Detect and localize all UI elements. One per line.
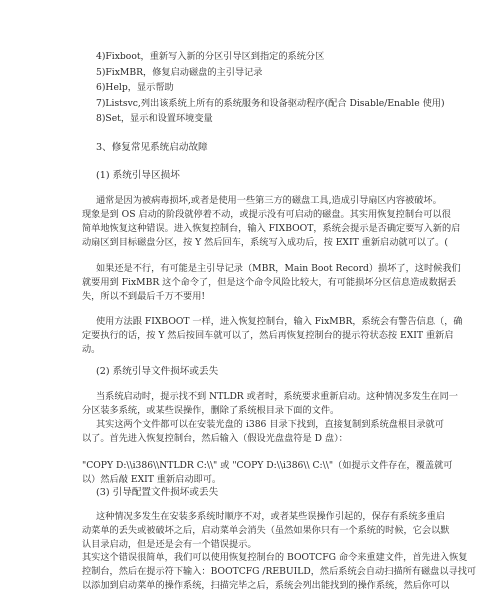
paragraph-line: 如果还是不行，有可能是主引导记录（MBR，Main Boot Record）损坏了，这时候我们 xyxy=(96,263,461,274)
paragraph-line: 以了。首先进入恢复控制台，然后输入（假设光盘盘符是 D 盘）： xyxy=(82,433,348,444)
section-title: 3、修复常见系统启动故障 xyxy=(96,142,208,153)
command-help: 6)Help，显示帮助 xyxy=(96,82,174,93)
paragraph-line: 定要执行的话，按 Y 然后按回车就可以了，然后再恢复控制台的提示符状态按 EXIT 重新启 xyxy=(82,330,454,341)
paragraph-line: 使用方法跟 FIXBOOT 一样，进入恢复控制台，输入 FixMBR，系统会有警告信息（，确 xyxy=(96,316,463,327)
paragraph-line: 动。 xyxy=(82,344,101,355)
paragraph-line: "COPY D:\\i386\\NTLDR C:\\" 或 "COPY D:\\i386\\ C:\\"（如提示文件存在，覆盖就可 xyxy=(82,460,453,471)
paragraph-line: 现象是到 OS 启动的阶段就停着不动，或提示没有可启动的磁盘。其实用恢复控制台可以很 xyxy=(82,209,451,220)
paragraph-line: 其实这个错误很简单，我们可以使用恢复控制台的 BOOTCFG 命令来重建文件，首先进入恢复 xyxy=(82,552,468,563)
paragraph-line: 以）然后敲 EXIT 重新启动即可。 xyxy=(82,474,222,485)
paragraph-line: 动扇区到目标磁盘分区，按 Y 然后回车，系统写入成功后，按 EXIT 重新启动就可以了。( xyxy=(82,237,448,248)
paragraph-line: 简单地恢复这种错误。进入恢复控制台，输入 FIXBOOT，系统会提示是否确定要写入新的启 xyxy=(82,223,461,234)
command-set: 8)Set，显示和设置环境变量 xyxy=(96,113,213,124)
command-fixboot: 4)Fixboot，重新写入新的分区引导区到指定的系统分区 xyxy=(96,51,325,62)
paragraph-line: 认目录启动，但是还是会有一个错误提示。 xyxy=(82,539,257,550)
paragraph-line: 当系统启动时，提示找不到 NTLDR 或者时，系统要求重新启动。这种情况多发生在同一 xyxy=(96,391,458,402)
paragraph-line: 失，所以不到最后千万不要用! xyxy=(82,291,206,302)
command-listsvc: 7)Listsvc,列出该系统上所有的系统服务和设备驱动程序(配合 Disable/Enable 使用) xyxy=(96,98,445,109)
subsection-boot-sector: (1) 系统引导区损坏 xyxy=(96,170,180,181)
subsection-boot-files: (2) 系统引导文件损坏或丢失 xyxy=(96,366,219,377)
paragraph-line: 通常是因为被病毒损坏,或者是使用一些第三方的磁盘工具,造成引导扇区内容被破坏。 xyxy=(96,195,442,206)
command-fixmbr: 5)FixMBR，修复启动磁盘的主引导记录 xyxy=(96,67,263,78)
paragraph-line: 动菜单的丢失或被破坏之后，启动菜单会消失（虽然如果你只有一个系统的时候，它会以默 xyxy=(82,525,450,536)
subsection-boot-config: (3) 引导配置文件损坏或丢失 xyxy=(96,487,219,498)
paragraph-line: 控制台，然后在提示符下输入：BOOTCFG /REBUILD，然后系统会自动扫描所有磁盘以寻找可 xyxy=(82,566,477,577)
paragraph-line: 就要用到 FixMBR 这个命令了，但是这个命令风险比较大，有可能损坏分区信息造成数据丢 xyxy=(82,277,457,288)
paragraph-line: 分区装多系统，或某些误操作，删除了系统根目录下面的文件。 xyxy=(82,405,340,416)
paragraph-line: 以添加到启动菜单的操作系统，扫描完毕之后，系统会列出能找到的操作系统，然后你可以 xyxy=(82,580,450,591)
paragraph-line: 其实这两个文件都可以在安装光盘的 i386 目录下找到，直接复制到系统盘根目录就可 xyxy=(96,419,444,430)
paragraph-line: 这种情况多发生在安装多系统时顺序不对，或者某些误操作引起的，保存有系统多重启 xyxy=(96,511,446,522)
